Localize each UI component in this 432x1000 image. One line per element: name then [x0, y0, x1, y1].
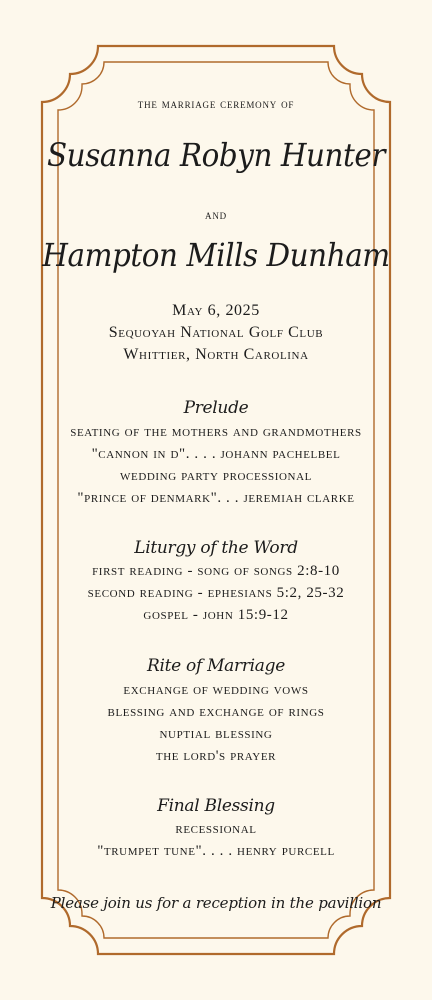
program-item: "prince of denmark". . . jeremiah clarke	[77, 490, 355, 506]
program-item: exchange of wedding vows	[123, 682, 309, 698]
conjunction-and: and	[205, 207, 227, 222]
program-item: recessional	[175, 821, 257, 837]
program-item: second reading - ephesians 5:2, 25-32	[87, 585, 345, 601]
event-date: May 6, 2025	[172, 302, 260, 319]
program-item: blessing and exchange of rings	[107, 704, 325, 720]
program-item: first reading - song of songs 2:8-10	[92, 563, 340, 579]
section-title-final-blessing: Final Blessing	[157, 796, 275, 816]
program-item: "cannon in d". . . . johann pachelbel	[91, 446, 341, 462]
program-item: wedding party processional	[120, 468, 312, 484]
program-item: "trumpet tune". . . . henry purcell	[97, 843, 335, 859]
event-venue: Sequoyah National Golf Club	[108, 324, 324, 341]
program-item: the lord's prayer	[155, 748, 277, 764]
section-title-rite: Rite of Marriage	[147, 656, 285, 676]
event-location: Whittier, North Carolina	[123, 346, 309, 363]
ceremony-header: the marriage ceremony of	[137, 96, 295, 111]
section-title-liturgy: Liturgy of the Word	[134, 538, 298, 558]
bride-name: Susanna Robyn Hunter	[46, 136, 386, 174]
reception-note: Please join us for a reception in the pavillion	[50, 894, 382, 912]
program-item: nuptial blessing	[159, 726, 273, 742]
section-title-prelude: Prelude	[183, 398, 249, 418]
groom-name: Hampton Mills Dunham	[42, 236, 390, 274]
program-item: gospel - john 15:9-12	[143, 607, 289, 623]
program-item: seating of the mothers and grandmothers	[70, 424, 362, 440]
